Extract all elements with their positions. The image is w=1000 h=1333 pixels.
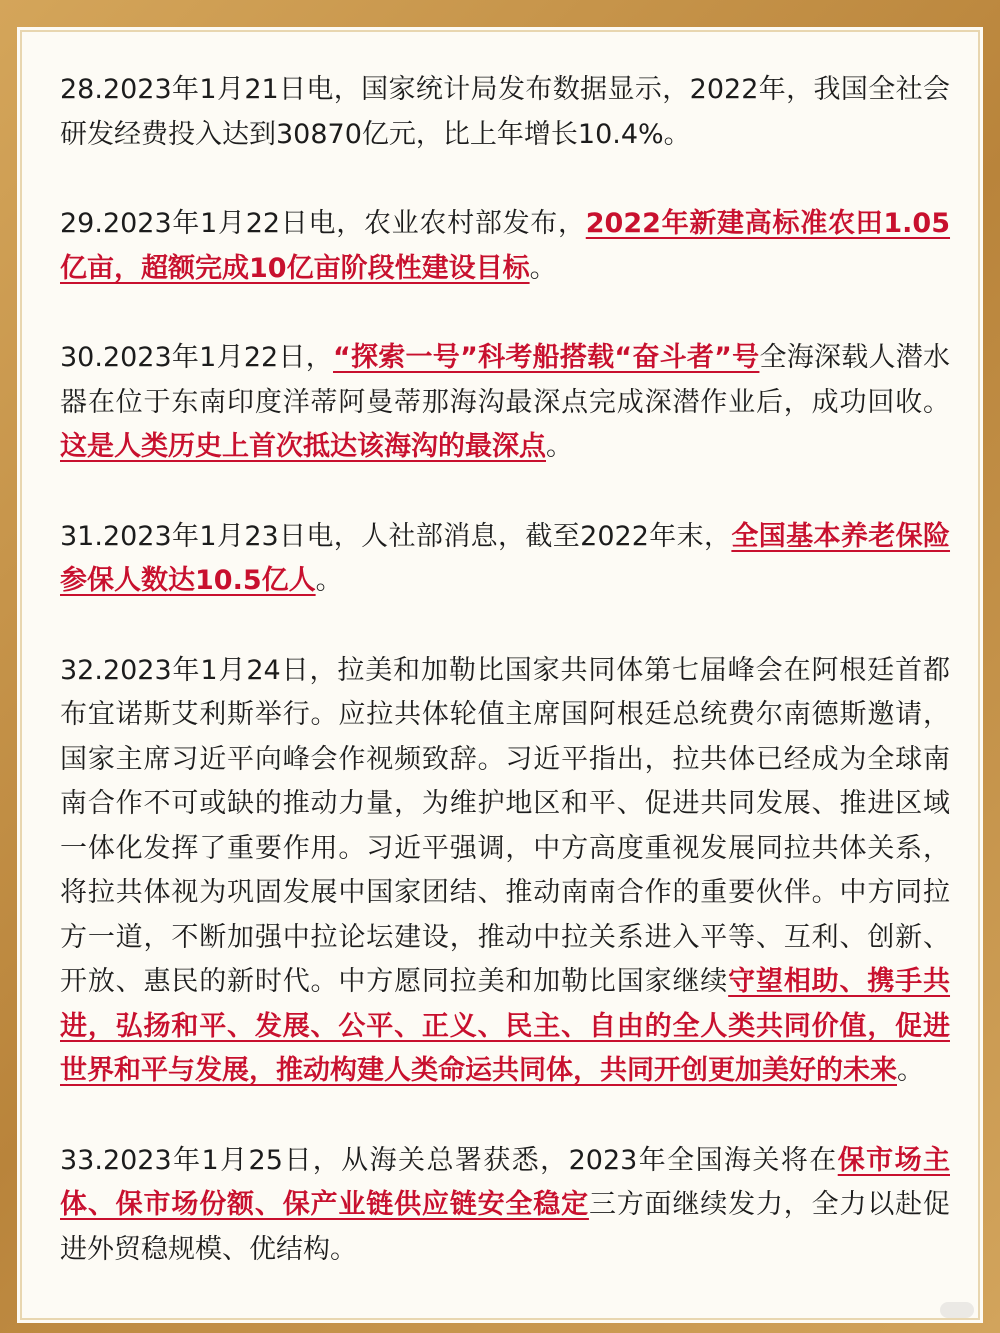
news-text: 。	[897, 1055, 924, 1086]
highlight-text: 保市场主体、保市场份额、保产业链供应链安全稳定	[60, 1144, 950, 1220]
news-item-29	[60, 202, 950, 291]
news-text: 。	[529, 252, 557, 284]
news-item-33	[60, 1139, 950, 1273]
news-text: 30.2023年1月22日，	[60, 342, 334, 373]
document-card	[20, 30, 980, 1320]
news-text: 33.2023年1月25日，从海关总署获悉，2023年全国海关将在	[60, 1144, 838, 1176]
news-list	[60, 68, 950, 1317]
highlight-text: 守望相助、携手共进，弘扬和平、发展、公平、正义、民主、自由的全人类共同价值，促进世界和平与发展，推动构建人类命运共同体，共同开创更加美好的未来	[60, 966, 951, 1086]
news-item-30	[60, 336, 950, 470]
news-text: 32.2023年1月24日，拉美和加勒比国家共同体第七届峰会在阿根廷首都布宜诺斯艾利斯举行。应拉共体轮值主席国阿根廷总统费尔南德斯邀请，国家主席习近平向峰会作视频致辞。习近平指出，拉共体已经成为全球南南合作不可或缺的推动力量，为维护地区和平、促进共同发展、推进区域一体化发挥了重要作用。习近平强调，中方高度重视发展同拉共体关系，将拉共体视为巩固发展中国家团结、推动南南合作的重要伙伴。中方同拉方一道，不断加强中拉论坛建设，推动中拉关系进入平等、互利、创新、开放、惠民的新时代。中方愿同拉美和加勒比国家继续	[60, 654, 950, 997]
news-text: 。	[315, 565, 343, 596]
news-text: 29.2023年1月22日电，农业农村部发布，	[60, 208, 586, 239]
watermark-badge	[940, 1302, 974, 1318]
news-text: 三方面继续发力，全力以赴促进外贸稳规模、优结构。	[60, 1189, 951, 1265]
news-text: 。	[546, 431, 573, 462]
highlight-text: 全国基本养老保险参保人数达10.5亿人	[60, 520, 951, 596]
news-text: 31.2023年1月23日电，人社部消息，截至2022年末，	[60, 520, 732, 552]
news-item-31	[60, 515, 950, 604]
news-text: 全海深载人潜水器在位于东南印度洋蒂阿曼蒂那海沟最深点完成深潜作业后，成功回收。	[60, 342, 951, 418]
news-text: 28.2023年1月21日电，国家统计局发布数据显示，2022年，我国全社会研发经费投入达到30870亿元，比上年增长10.4%。	[60, 74, 950, 150]
news-item-32	[60, 649, 950, 1094]
highlight-text: “探索一号”科考船搭载“奋斗者”号	[333, 342, 760, 373]
highlight-text: 2022年新建高标准农田1.05亿亩，超额完成10亿亩阶段性建设目标	[60, 208, 951, 284]
highlight-text: 这是人类历史上首次抵达该海沟的最深点	[60, 431, 546, 462]
news-item-28	[60, 68, 950, 157]
